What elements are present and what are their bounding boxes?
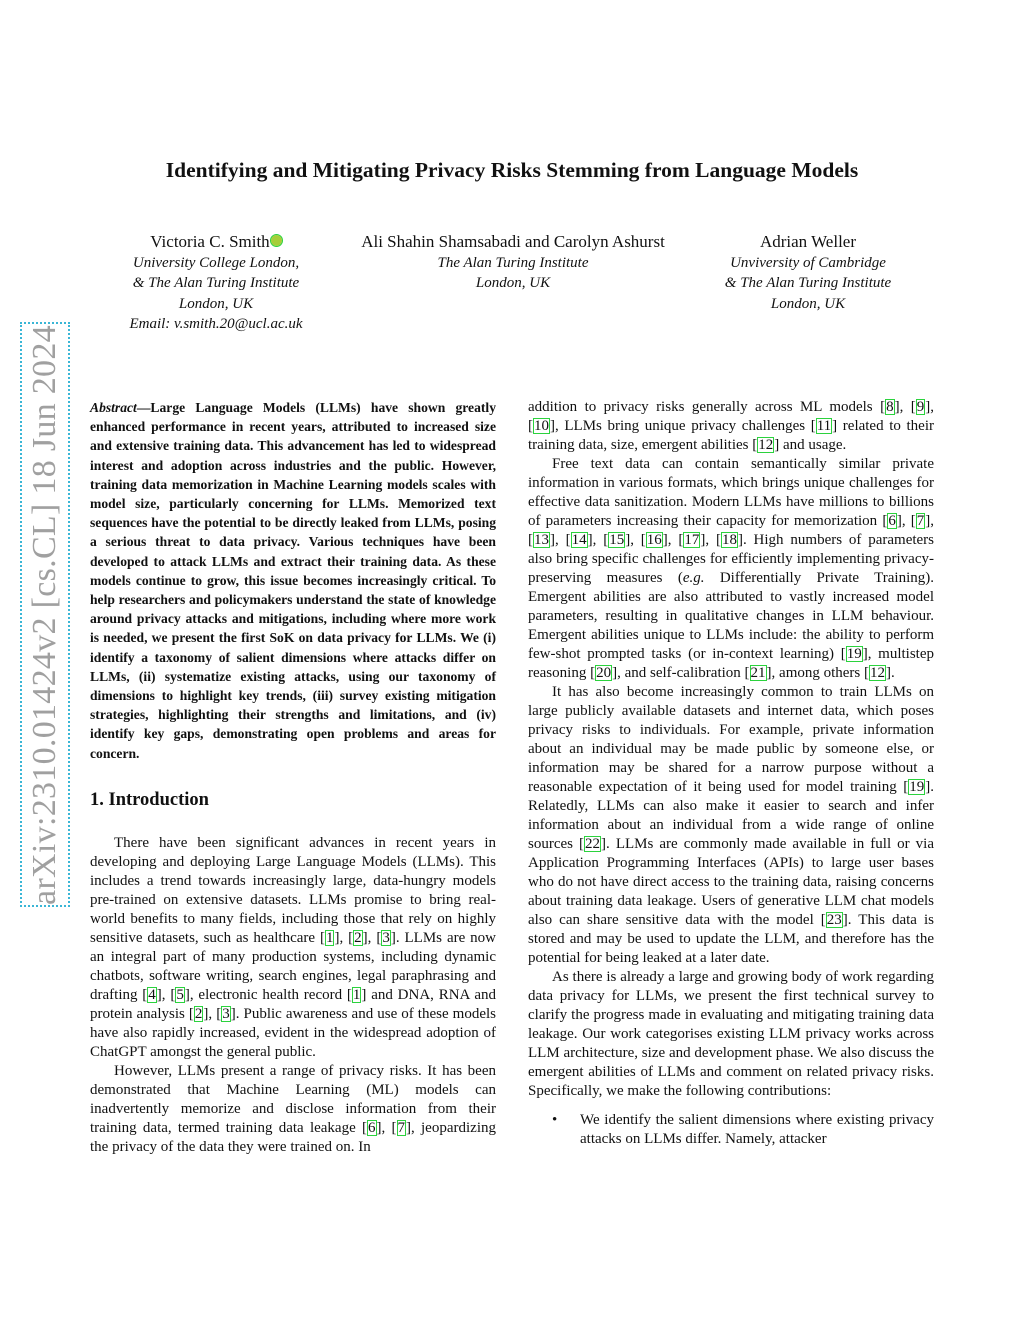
citation-link[interactable]: 12 [870, 665, 886, 681]
citation-link[interactable]: 3 [382, 929, 390, 946]
author-block-3 [702, 232, 914, 314]
citation-link[interactable]: 1 [352, 986, 361, 1003]
paragraph: However, LLMs present a range of privacy risks. It has been demonstrated that Machine Learning (ML) models can inadvertently memorize and disclose information from their training data, termed training data leakage [6], [7], jeopardizing the privacy of the data they were trained on. In [90, 1062, 496, 1155]
citation-link[interactable]: 7 [916, 513, 925, 529]
left-body-text [90, 834, 496, 1157]
abstract-label: Abstract [90, 400, 137, 415]
author-affiliation: University College London, [132, 254, 300, 271]
paragraph: There have been significant advances in recent years in developing and deploying Large Language Models (LLMs). This includes a trend towards increasingly large, data-hungry models pre-trained on extensive datasets. LLMs promise to bring real-world benefits to many fields, including those that rely on highly sensitive datasets, such as healthcare [1], [2], [3]. LLMs are now an integral part of many production systems, including dynamic chatbots, software writing, search engines, legal paraphrasing and drafting [4], [5], electronic health record [1] and DNA, RNA and protein analysis [2], [3]. Public awareness and use of these models have also rapidly increased, evident in the widespread adoption of ChatGPT amongst the general public. [90, 834, 497, 1060]
citation-link[interactable]: 4 [148, 986, 156, 1003]
paragraph: Free text data can contain semantically similar private information in various formats, which brings unique challenges for effective data sanitization. Modern LLMs have millions to billions of parameters increasing their capacity for memorization [6], [7], [13], [14], [15], [16], [17], [18]. High numbers of parameters also bring specific challenges for efficiently implementing privacy-preserving measures (e.g. Differentially Private Training). Emergent abilities are also attributed to vastly increased model parameters, resulting in qualitative changes in LLM behaviour. Emergent abilities unique to LLMs include: the ability to perform few-shot prompted tasks (or in-context learning) [19], multistep reasoning [20], and self-calibration [21], among others [12]. [528, 456, 935, 681]
citation-link[interactable]: 19 [909, 779, 925, 795]
author-name: Adrian Weller [759, 232, 857, 251]
author-name: Victoria C. Smith [110, 232, 322, 253]
author-name: Ali Shahin Shamsabadi and Carolyn Ashurst [361, 232, 665, 251]
citation-link[interactable]: 23 [826, 912, 842, 928]
citation-link[interactable]: 6 [368, 1119, 376, 1136]
citation-link[interactable]: 1 [325, 929, 334, 946]
author-block-1 [110, 232, 322, 335]
citation-link[interactable]: 22 [585, 836, 601, 852]
abstract [90, 398, 496, 763]
citation-link[interactable]: 20 [596, 665, 612, 681]
citation-link[interactable]: 13 [534, 532, 549, 548]
contributions-list [528, 1111, 934, 1149]
author-affiliation: London, UK [475, 275, 551, 291]
list-item: • We identify the salient dimensions where existing privacy attacks on LLMs differ. Namely, attacker [528, 1111, 934, 1149]
citation-link[interactable]: 2 [194, 1005, 203, 1022]
author-affiliation: London, UK [770, 295, 846, 312]
italic-text: e.g. [682, 570, 705, 586]
author-affiliation: & The Alan Turing Institute [724, 275, 892, 291]
author-email[interactable]: Email: v.smith.20@ucl.ac.uk [129, 316, 303, 332]
citation-link[interactable]: 7 [397, 1119, 406, 1136]
paragraph: addition to privacy risks generally across ML models [8], [9], [10], LLMs bring unique privacy challenges [11] related to their training data, size, emergent abilities [12] and usage. [528, 399, 934, 453]
citation-link[interactable]: 2 [354, 929, 362, 946]
citation-link[interactable]: 15 [609, 532, 625, 548]
citation-link[interactable]: 6 [888, 513, 896, 529]
citation-link[interactable]: 11 [816, 418, 832, 434]
citation-link[interactable]: 10 [534, 418, 549, 434]
citation-link[interactable]: 18 [721, 532, 737, 548]
left-column [90, 398, 496, 1157]
author-affiliation: The Alan Turing Institute [437, 254, 589, 271]
orcid-icon[interactable] [271, 235, 282, 246]
author-affiliation: & The Alan Turing Institute [132, 275, 300, 291]
citation-link[interactable]: 21 [750, 665, 766, 681]
citation-link[interactable]: 19 [846, 646, 862, 662]
citation-link[interactable]: 9 [916, 399, 925, 415]
citation-link[interactable]: 3 [222, 1005, 230, 1022]
section-heading-introduction: 1. Introduction [90, 789, 209, 810]
author-block-2 [333, 232, 693, 294]
paper-title: Identifying and Mitigating Privacy Risks Stemming from Language Models [165, 158, 859, 182]
arxiv-identifier-stamp[interactable] [20, 322, 70, 907]
citation-link[interactable]: 16 [646, 532, 662, 548]
author-affiliation: London, UK [178, 295, 254, 312]
right-body-text [528, 398, 934, 1101]
author-affiliation: Unviversity of Cambridge [730, 254, 886, 271]
citation-link[interactable]: 8 [886, 399, 894, 415]
arxiv-identifier-text: arXiv:2310.01424v2 [cs.CL] 18 Jun 2024 [26, 324, 63, 905]
paragraph: As there is already a large and growing body of work regarding data privacy for LLMs, we present the first technical survey to clarify the progress made in evaluating and mitigating training data leakage. Our work categorises existing LLM privacy works across LLM architecture, size and development phase. We also discuss the emergent abilities of LLMs and comment on related privacy risks. Specifically, we make the following contributions: [528, 969, 934, 1099]
abstract-text: —Large Language Models (LLMs) have shown greatly enhanced performance in recent years, attributed to increased size and extensive training data. This advancement has led to widespread interest and adoption across industries and the public. However, training data memorization in Machine Learning models scales with model size, particularly concerning for LLMs. Memorized text sequences have the potential to be directly leaked from LLMs, posing a serious threat to data privacy. Various techniques have been developed to attack LLMs and extract their training data. As these models continue to grow, this issue becomes increasingly critical. To help researchers and policymakers understand the state of knowledge around privacy attacks and mitigations, including where more work is needed, we present the first SoK on data privacy for LLMs. We (i) identify a taxonomy of salient dimensions where attacks differ on LLMs, (ii) systematize existing attacks, using our taxonomy of dimensions to highlight key trends, (iii) survey existing mitigation strategies, highlighting their strengths and limitations, and (iv) identify key gaps, demonstrating open problems and areas for concern. [90, 400, 496, 761]
paragraph: It has also become increasingly common to train LLMs on large publicly available datasets and internet data, which poses privacy risks to individuals. For example, private information about an individual may be made public by someone else, or information may be shared for a narrow purpose without a reasonable expectation of it being used for model training [19]. Relatedly, LLMs can also make it easier to search and infer information about an individual from a wide range of online sources [22]. LLMs are commonly made available in full or via Application Programming Interfaces (APIs) to large user bases who do not have direct access to the training data, raising concerns about training data leakage. Users of generative LLM chat models also can share sensitive data with the model [23]. This data is stored and may be used to update the LLM, and therefore has the potential for being leaked at a later date. [528, 684, 934, 966]
citation-link[interactable]: 17 [684, 532, 700, 548]
citation-link[interactable]: 5 [176, 986, 184, 1003]
citation-link[interactable]: 14 [571, 532, 587, 548]
citation-link[interactable]: 12 [758, 437, 774, 453]
right-column [528, 398, 934, 1149]
